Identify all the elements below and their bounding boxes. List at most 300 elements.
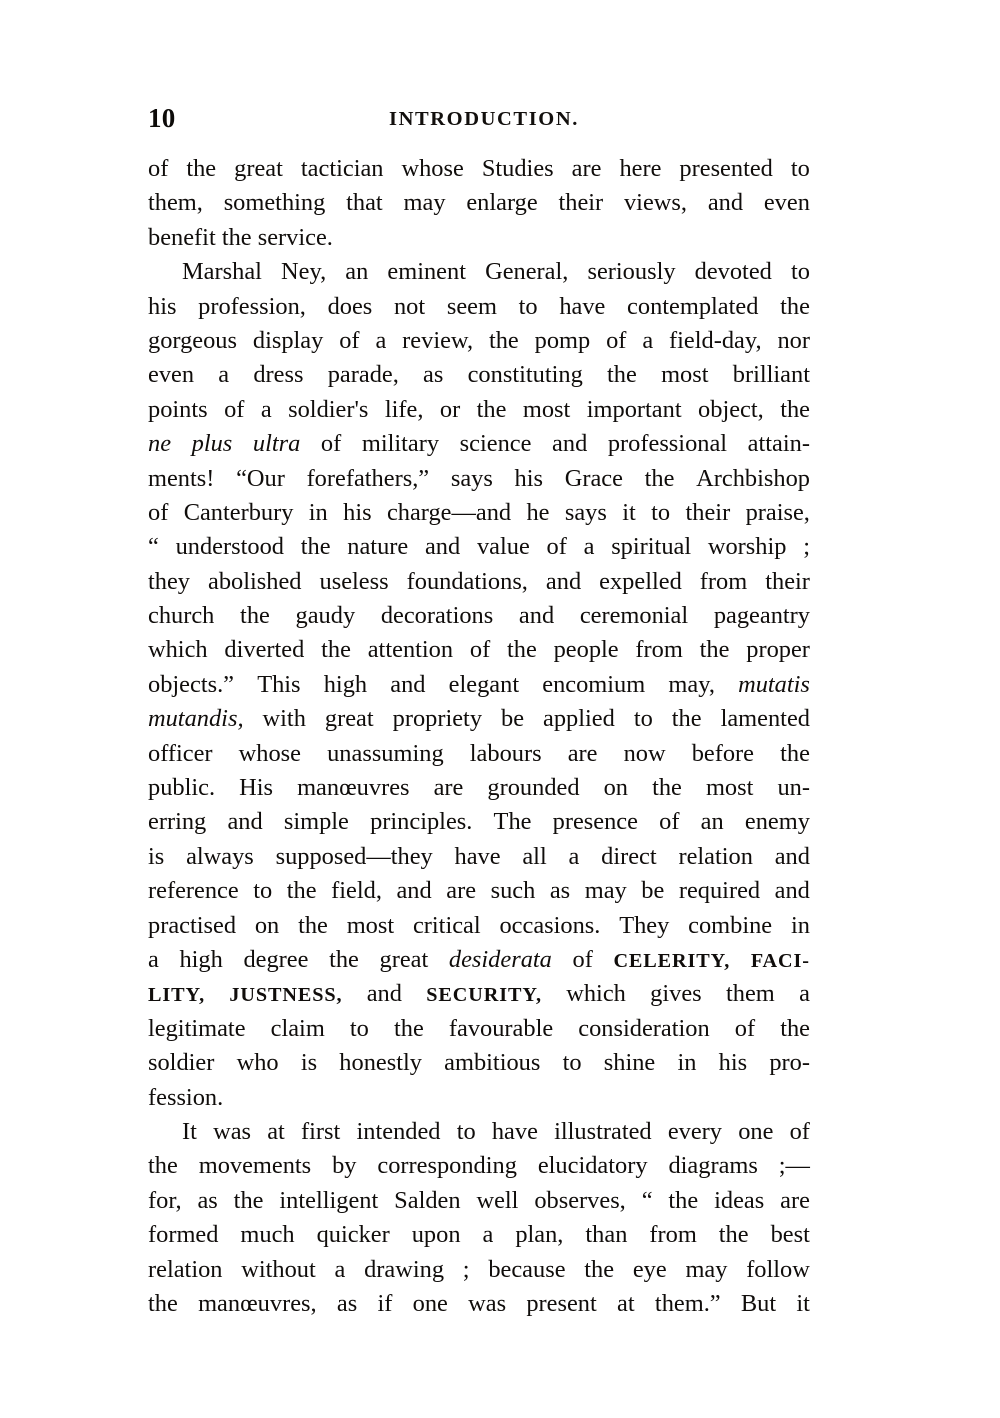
word: such bbox=[490, 877, 536, 905]
word: corresponding bbox=[377, 1152, 517, 1180]
word: propriety bbox=[392, 705, 483, 733]
text-line bbox=[148, 737, 810, 771]
word: to bbox=[456, 1117, 476, 1145]
word: on bbox=[254, 911, 280, 939]
word: useless bbox=[319, 567, 389, 595]
word: of bbox=[659, 808, 680, 836]
word: grounded bbox=[487, 774, 580, 802]
word: His bbox=[239, 774, 274, 802]
word: the bbox=[300, 533, 331, 561]
word: says bbox=[450, 464, 493, 492]
word: nor bbox=[777, 326, 810, 354]
word: most bbox=[522, 395, 571, 423]
word: presence bbox=[552, 808, 638, 836]
word: field, bbox=[331, 877, 382, 905]
word: most bbox=[705, 774, 754, 802]
word: of bbox=[572, 945, 593, 973]
word: military bbox=[361, 430, 440, 458]
word: even bbox=[148, 361, 195, 389]
word: or bbox=[439, 395, 461, 423]
word: of bbox=[546, 533, 567, 561]
word: than bbox=[585, 1221, 628, 1249]
word: seem bbox=[446, 292, 497, 320]
word: follow bbox=[746, 1255, 810, 1283]
text-line bbox=[148, 393, 810, 427]
small-caps-term: CELERITY, bbox=[613, 949, 731, 972]
word: officer bbox=[148, 739, 213, 767]
word: critical bbox=[412, 911, 481, 939]
word bbox=[449, 943, 552, 977]
word: may bbox=[685, 1255, 728, 1283]
word: and bbox=[396, 877, 432, 905]
word: and bbox=[366, 980, 402, 1008]
word: gaudy bbox=[295, 602, 356, 630]
word: principles. bbox=[370, 808, 473, 836]
word: with bbox=[262, 705, 306, 733]
word: of bbox=[320, 430, 342, 458]
word: diverted bbox=[224, 636, 305, 664]
word: at bbox=[267, 1117, 285, 1145]
word: labours bbox=[469, 739, 542, 767]
word: gives bbox=[650, 980, 702, 1008]
word: are bbox=[446, 877, 477, 905]
text-line bbox=[148, 290, 810, 324]
word bbox=[229, 977, 342, 1011]
word: and bbox=[552, 430, 588, 458]
word: and bbox=[707, 189, 744, 217]
word: spiritual bbox=[611, 533, 692, 561]
word: be bbox=[501, 705, 525, 733]
word: gorgeous bbox=[148, 326, 237, 354]
word: soldier's bbox=[288, 395, 369, 423]
word: which bbox=[148, 636, 208, 664]
word: the bbox=[286, 877, 317, 905]
word: the bbox=[780, 1014, 810, 1042]
word: “ bbox=[148, 533, 159, 561]
word: Grace bbox=[564, 464, 623, 492]
text-line bbox=[148, 943, 810, 977]
word: even bbox=[763, 189, 810, 217]
word: the bbox=[329, 945, 359, 973]
word: un- bbox=[777, 774, 810, 802]
word: are bbox=[567, 739, 598, 767]
word: they bbox=[148, 567, 190, 595]
italic-word: plus bbox=[191, 430, 233, 458]
word: does bbox=[327, 292, 373, 320]
word: high bbox=[323, 670, 368, 698]
word: their bbox=[685, 498, 731, 526]
word: church bbox=[148, 602, 215, 630]
text-line bbox=[148, 702, 810, 736]
word: in bbox=[677, 1049, 697, 1077]
word: of bbox=[469, 636, 491, 664]
word: to bbox=[253, 877, 273, 905]
small-caps-term: JUSTNESS, bbox=[229, 984, 343, 1007]
word: seriously bbox=[587, 258, 676, 286]
word: of bbox=[789, 1117, 810, 1145]
word: and bbox=[390, 670, 426, 698]
word: an bbox=[345, 258, 369, 286]
word: before bbox=[691, 739, 754, 767]
word: “Our bbox=[236, 464, 285, 492]
word: the bbox=[476, 395, 507, 423]
italic-word: ne bbox=[148, 430, 172, 458]
word: whose bbox=[401, 155, 464, 182]
word: because bbox=[488, 1255, 566, 1283]
word: degree bbox=[243, 945, 309, 973]
word: his bbox=[148, 292, 177, 320]
word: great bbox=[324, 705, 374, 733]
word: people bbox=[553, 636, 619, 664]
word: ambitious bbox=[444, 1049, 541, 1077]
word: ; bbox=[803, 533, 810, 561]
word: manœuvres, bbox=[198, 1289, 317, 1317]
word: the bbox=[393, 1014, 424, 1042]
word: This bbox=[257, 670, 301, 698]
word: for, bbox=[148, 1186, 182, 1214]
text-line bbox=[148, 633, 810, 667]
word: General, bbox=[485, 258, 569, 286]
word: formed bbox=[148, 1221, 219, 1249]
word: profession, bbox=[198, 292, 306, 320]
word: Marshal bbox=[182, 258, 262, 286]
word: to bbox=[562, 1049, 582, 1077]
word: life, bbox=[384, 395, 424, 423]
word: present bbox=[526, 1289, 597, 1317]
word: most bbox=[346, 911, 395, 939]
word: review, bbox=[402, 326, 474, 354]
word bbox=[148, 977, 205, 1011]
page-number: 10 bbox=[148, 103, 176, 133]
word: the bbox=[507, 636, 537, 664]
word: elucidatory bbox=[537, 1152, 648, 1180]
word: if bbox=[377, 1289, 393, 1317]
word: field-day, bbox=[669, 326, 762, 354]
word: pageantry bbox=[713, 602, 810, 630]
text-line bbox=[148, 496, 810, 530]
text-line bbox=[148, 771, 810, 805]
word: the bbox=[240, 602, 270, 630]
word: plan, bbox=[515, 1221, 564, 1249]
word: public. bbox=[148, 774, 216, 802]
word: drawing bbox=[364, 1255, 445, 1283]
word: combine bbox=[688, 911, 773, 939]
word: that bbox=[346, 189, 383, 217]
word: their bbox=[558, 189, 604, 217]
running-head bbox=[148, 102, 808, 134]
word: tactician bbox=[300, 155, 384, 182]
word: decorations bbox=[380, 602, 494, 630]
word: the bbox=[644, 464, 675, 492]
word: of bbox=[148, 498, 169, 526]
word: expelled bbox=[599, 567, 682, 595]
word: points bbox=[148, 395, 208, 423]
word: constituting bbox=[467, 361, 583, 389]
word: claim bbox=[270, 1014, 325, 1042]
word: ceremonial bbox=[579, 602, 689, 630]
word: direct bbox=[601, 842, 657, 870]
word: great bbox=[379, 945, 429, 973]
word: parade, bbox=[327, 361, 399, 389]
word: erring bbox=[148, 808, 207, 836]
word: value bbox=[476, 533, 530, 561]
word: a bbox=[799, 980, 810, 1008]
word: as bbox=[423, 361, 444, 389]
word: them bbox=[726, 980, 775, 1008]
word bbox=[148, 427, 171, 461]
word: here bbox=[619, 155, 662, 182]
word: who bbox=[236, 1049, 279, 1077]
text-line bbox=[148, 805, 810, 839]
word: forefathers,” bbox=[306, 464, 430, 492]
word: one bbox=[738, 1117, 774, 1145]
word: legitimate bbox=[148, 1014, 246, 1042]
word: great bbox=[234, 155, 283, 182]
word: of bbox=[734, 1014, 756, 1042]
word: whose bbox=[238, 739, 301, 767]
word: abolished bbox=[208, 567, 302, 595]
word: views, bbox=[623, 189, 687, 217]
small-caps-term: LITY, bbox=[148, 984, 206, 1007]
word: a bbox=[642, 326, 654, 354]
word: well bbox=[476, 1186, 519, 1214]
word: charge—and bbox=[386, 498, 512, 526]
word: the bbox=[718, 1221, 749, 1249]
word: ments! bbox=[148, 464, 215, 492]
text-line bbox=[148, 255, 810, 289]
word: always bbox=[186, 842, 254, 870]
word: encomium bbox=[542, 670, 646, 698]
word: something bbox=[223, 189, 326, 217]
text-line bbox=[148, 1012, 810, 1046]
word: it bbox=[796, 1289, 810, 1317]
word: to bbox=[790, 155, 810, 182]
word: the bbox=[780, 739, 810, 767]
word: eye bbox=[632, 1255, 667, 1283]
word: have bbox=[559, 292, 606, 320]
word: consideration bbox=[578, 1014, 710, 1042]
word: enlarge bbox=[466, 189, 538, 217]
word: presented bbox=[679, 155, 773, 182]
word: as bbox=[197, 1186, 218, 1214]
word: to bbox=[651, 498, 671, 526]
word: to bbox=[349, 1014, 369, 1042]
word: They bbox=[619, 911, 670, 939]
word: a bbox=[568, 842, 580, 870]
word: worship bbox=[707, 533, 787, 561]
word bbox=[253, 427, 300, 461]
word: of bbox=[148, 155, 169, 182]
word: But bbox=[740, 1289, 777, 1317]
word: object, bbox=[698, 395, 764, 423]
text-line bbox=[148, 1218, 810, 1252]
word: the bbox=[780, 395, 810, 423]
text-line bbox=[148, 909, 810, 943]
word: lamented bbox=[720, 705, 810, 733]
word: It bbox=[182, 1117, 197, 1145]
word: the bbox=[186, 155, 217, 182]
word: soldier bbox=[148, 1049, 215, 1077]
word: ideas bbox=[714, 1186, 765, 1214]
word: unassuming bbox=[327, 739, 444, 767]
word: favourable bbox=[448, 1014, 554, 1042]
text-line bbox=[148, 1115, 810, 1149]
word bbox=[613, 943, 730, 977]
word: to bbox=[518, 292, 538, 320]
text-line bbox=[148, 599, 810, 633]
word: from bbox=[635, 636, 683, 664]
word: are bbox=[780, 1186, 810, 1214]
word: the bbox=[671, 705, 702, 733]
word: intended bbox=[356, 1117, 441, 1145]
word: diagrams bbox=[668, 1152, 758, 1180]
word: an bbox=[700, 808, 724, 836]
word: The bbox=[493, 808, 532, 836]
word: manœuvres bbox=[297, 774, 410, 802]
word: are bbox=[571, 155, 602, 182]
italic-word: mutatis bbox=[738, 670, 810, 698]
word: best bbox=[770, 1221, 810, 1249]
word: honestly bbox=[339, 1049, 422, 1077]
text-line bbox=[148, 840, 810, 874]
word: his bbox=[514, 464, 544, 492]
word: Ney, bbox=[281, 258, 327, 286]
word: now bbox=[623, 739, 666, 767]
body-text-block bbox=[148, 152, 810, 1321]
word: at bbox=[617, 1289, 635, 1317]
word: are bbox=[433, 774, 464, 802]
word: practised bbox=[148, 911, 237, 939]
text-line bbox=[148, 186, 810, 220]
word: pomp bbox=[534, 326, 591, 354]
word: have bbox=[491, 1117, 538, 1145]
text-line bbox=[148, 530, 810, 564]
word: the bbox=[780, 292, 810, 320]
word: upon bbox=[411, 1221, 461, 1249]
word: Salden bbox=[394, 1186, 461, 1214]
word: his bbox=[343, 498, 372, 526]
word: to bbox=[633, 705, 653, 733]
small-caps-term: FACI- bbox=[750, 949, 810, 972]
word: he bbox=[526, 498, 550, 526]
word: attain- bbox=[747, 430, 810, 458]
word: shine bbox=[603, 1049, 656, 1077]
word: brilliant bbox=[732, 361, 810, 389]
word: professional bbox=[607, 430, 728, 458]
text-line bbox=[148, 358, 810, 392]
text-line bbox=[148, 874, 810, 908]
text-line bbox=[148, 324, 810, 358]
word: in bbox=[308, 498, 328, 526]
text-line bbox=[148, 1287, 810, 1321]
word: attention bbox=[367, 636, 454, 664]
word: observes, bbox=[534, 1186, 626, 1214]
word: as bbox=[549, 877, 571, 905]
word: them, bbox=[148, 189, 203, 217]
word: devoted bbox=[694, 258, 772, 286]
word: have bbox=[454, 842, 501, 870]
word: a bbox=[583, 533, 595, 561]
text-line bbox=[148, 427, 810, 461]
text-line bbox=[148, 462, 810, 496]
word: the bbox=[298, 911, 328, 939]
word: a bbox=[148, 945, 159, 973]
word: of bbox=[606, 326, 627, 354]
word: ; bbox=[462, 1255, 470, 1283]
word: the bbox=[668, 1186, 699, 1214]
word: illustrated bbox=[554, 1117, 652, 1145]
word: to bbox=[790, 258, 810, 286]
word: a bbox=[375, 326, 387, 354]
word: his bbox=[718, 1049, 748, 1077]
text-line bbox=[148, 565, 810, 599]
word: was bbox=[213, 1117, 252, 1145]
word: important bbox=[586, 395, 682, 423]
word: says bbox=[564, 498, 607, 526]
word: praise, bbox=[745, 498, 810, 526]
word: supposed—they bbox=[275, 842, 433, 870]
word: first bbox=[301, 1117, 341, 1145]
word: of bbox=[339, 326, 360, 354]
word: understood bbox=[175, 533, 284, 561]
word: may, bbox=[668, 670, 715, 698]
word: a bbox=[260, 395, 272, 423]
word: may bbox=[584, 877, 627, 905]
word: and bbox=[774, 877, 810, 905]
word: a bbox=[334, 1255, 346, 1283]
word: may bbox=[403, 189, 446, 217]
word: pro- bbox=[769, 1049, 810, 1077]
text-line bbox=[148, 668, 810, 702]
text-line bbox=[148, 977, 810, 1011]
word: nature bbox=[347, 533, 409, 561]
text-line bbox=[148, 1046, 810, 1080]
word: the bbox=[233, 1186, 264, 1214]
word: which bbox=[566, 980, 626, 1008]
word bbox=[738, 668, 810, 702]
word: on bbox=[603, 774, 628, 802]
word bbox=[751, 943, 810, 977]
word: applied bbox=[543, 705, 615, 733]
word: foundations, bbox=[406, 567, 528, 595]
italic-word: mutandis, bbox=[148, 705, 244, 733]
word: eminent bbox=[387, 258, 466, 286]
word: “ bbox=[641, 1186, 653, 1214]
word: and bbox=[774, 842, 810, 870]
word: science bbox=[459, 430, 532, 458]
word: in bbox=[790, 911, 810, 939]
word: the bbox=[321, 636, 351, 664]
word bbox=[192, 427, 233, 461]
word bbox=[426, 977, 542, 1011]
word: the bbox=[699, 636, 730, 664]
word: from bbox=[699, 567, 748, 595]
word: occasions. bbox=[499, 911, 601, 939]
word: their bbox=[765, 567, 810, 595]
word: is bbox=[148, 842, 165, 870]
word: the bbox=[584, 1255, 615, 1283]
word: enemy bbox=[744, 808, 810, 836]
word: every bbox=[667, 1117, 722, 1145]
word: intelligent bbox=[279, 1186, 379, 1214]
text-line bbox=[148, 1149, 810, 1183]
word: the bbox=[488, 326, 519, 354]
word: high bbox=[179, 945, 223, 973]
text-line bbox=[148, 1253, 810, 1287]
text-line: benefit the service. bbox=[148, 223, 333, 251]
text-line: fession. bbox=[148, 1083, 224, 1111]
word: without bbox=[241, 1255, 316, 1283]
